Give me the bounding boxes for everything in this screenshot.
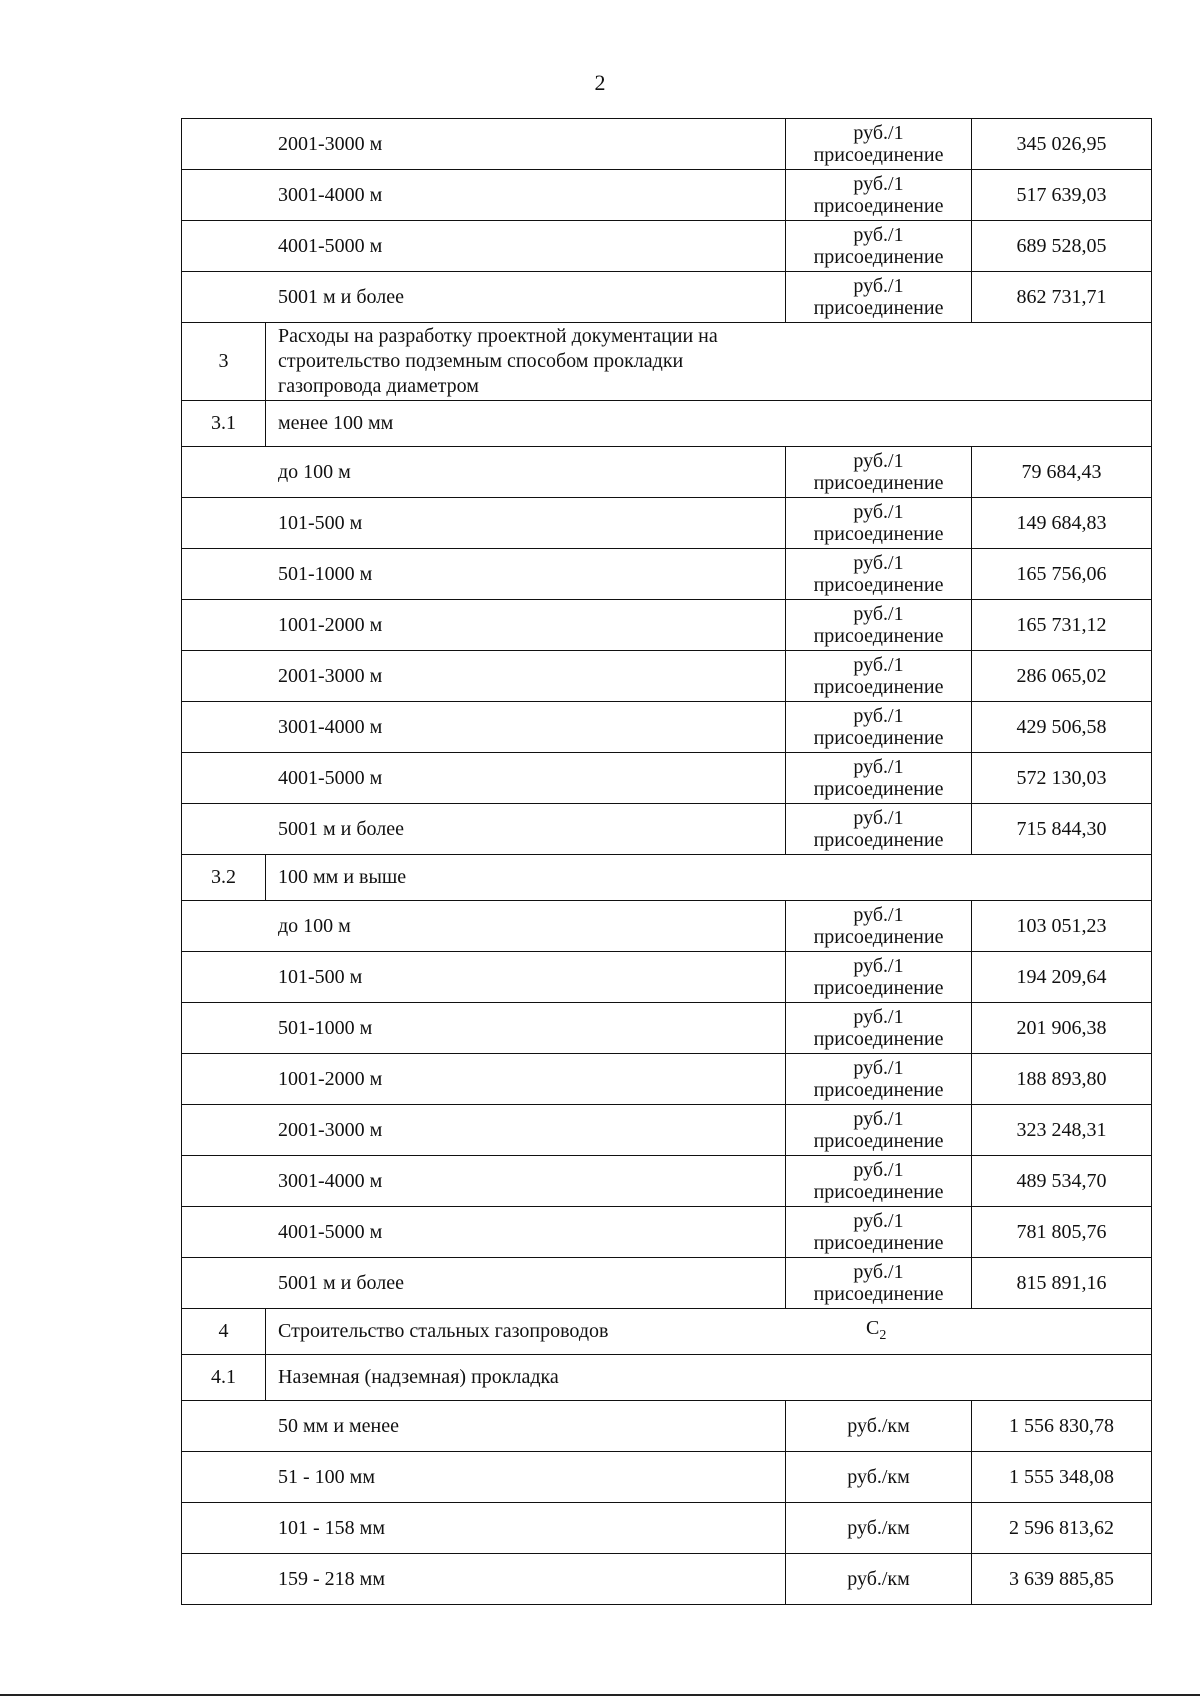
row-name-cell: до 100 м bbox=[182, 447, 786, 498]
row-name-cell: 4001-5000 м bbox=[182, 221, 786, 272]
row-value-cell: 489 534,70 bbox=[972, 1156, 1152, 1207]
unit-line: присоединение bbox=[813, 926, 944, 948]
row-unit-cell bbox=[786, 651, 972, 702]
section-row bbox=[182, 323, 1152, 401]
row-unit-cell bbox=[786, 1156, 972, 1207]
section-code-letter: C bbox=[866, 1316, 880, 1339]
row-value-cell: 201 906,38 bbox=[972, 1003, 1152, 1054]
row-name-cell: 5001 м и более bbox=[182, 272, 786, 323]
unit-line: присоединение bbox=[813, 523, 944, 545]
row-value-cell: 517 639,03 bbox=[972, 170, 1152, 221]
table-row bbox=[182, 549, 1152, 600]
section-title: 100 мм и выше bbox=[278, 866, 407, 888]
unit-line: присоединение bbox=[813, 625, 944, 647]
row-value-cell: 572 130,03 bbox=[972, 753, 1152, 804]
row-value-cell: 1 556 830,78 bbox=[972, 1401, 1152, 1452]
unit-line: присоединение bbox=[813, 1232, 944, 1254]
section-code bbox=[866, 1316, 886, 1348]
row-name-cell: 101-500 м bbox=[182, 498, 786, 549]
unit-line: руб./1 bbox=[853, 1108, 904, 1130]
row-value-cell: 165 756,06 bbox=[972, 549, 1152, 600]
section-number-cell: 3.1 bbox=[182, 401, 266, 447]
row-value-cell: 429 506,58 bbox=[972, 702, 1152, 753]
unit-line: руб./км bbox=[847, 1466, 910, 1488]
table-row bbox=[182, 119, 1152, 170]
unit-line: руб./1 bbox=[853, 552, 904, 574]
unit-line: руб./1 bbox=[853, 904, 904, 926]
row-name-cell: 2001-3000 м bbox=[182, 651, 786, 702]
table-row bbox=[182, 272, 1152, 323]
row-unit-cell bbox=[786, 1054, 972, 1105]
section-title-cell bbox=[266, 1309, 1152, 1355]
unit-line: руб./1 bbox=[853, 501, 904, 523]
row-name-cell: 4001-5000 м bbox=[182, 1207, 786, 1258]
row-unit-cell bbox=[786, 1452, 972, 1503]
unit-line: присоединение bbox=[813, 472, 944, 494]
section-title-cell bbox=[266, 323, 1152, 401]
section-row bbox=[182, 1309, 1152, 1355]
row-name-cell: 101-500 м bbox=[182, 952, 786, 1003]
unit-line: присоединение bbox=[813, 727, 944, 749]
row-name-cell: 101 - 158 мм bbox=[182, 1503, 786, 1554]
unit-line: руб./1 bbox=[853, 1210, 904, 1232]
unit-line: руб./1 bbox=[853, 224, 904, 246]
unit-line: присоединение bbox=[813, 195, 944, 217]
row-value-cell: 165 731,12 bbox=[972, 600, 1152, 651]
row-value-cell: 323 248,31 bbox=[972, 1105, 1152, 1156]
row-name-cell: 3001-4000 м bbox=[182, 1156, 786, 1207]
unit-line: присоединение bbox=[813, 829, 944, 851]
section-title: Наземная (надземная) прокладка bbox=[278, 1366, 559, 1388]
unit-line: руб./1 bbox=[853, 1006, 904, 1028]
row-value-cell: 79 684,43 bbox=[972, 447, 1152, 498]
table-row bbox=[182, 1207, 1152, 1258]
section-title-cell bbox=[266, 1355, 1152, 1401]
row-unit-cell bbox=[786, 1554, 972, 1605]
section-title-cell bbox=[266, 855, 1152, 901]
unit-line: руб./1 bbox=[853, 450, 904, 472]
bottom-rule bbox=[0, 1694, 1200, 1696]
row-value-cell: 103 051,23 bbox=[972, 901, 1152, 952]
row-value-cell: 149 684,83 bbox=[972, 498, 1152, 549]
row-value-cell: 194 209,64 bbox=[972, 952, 1152, 1003]
row-name-cell: 2001-3000 м bbox=[182, 1105, 786, 1156]
section-title: Расходы на разработку проектной документации на строительство подземным способом прокладки газопровода диаметром bbox=[278, 325, 718, 397]
row-unit-cell bbox=[786, 1207, 972, 1258]
table-row bbox=[182, 1156, 1152, 1207]
row-value-cell: 345 026,95 bbox=[972, 119, 1152, 170]
unit-line: присоединение bbox=[813, 574, 944, 596]
section-title-wrap bbox=[278, 411, 1151, 436]
row-value-cell: 781 805,76 bbox=[972, 1207, 1152, 1258]
row-unit-cell bbox=[786, 272, 972, 323]
row-name-cell: 2001-3000 м bbox=[182, 119, 786, 170]
table-row bbox=[182, 702, 1152, 753]
section-number-cell: 3 bbox=[182, 323, 266, 401]
row-unit-cell bbox=[786, 549, 972, 600]
tariff-table-body bbox=[182, 119, 1152, 1605]
section-number-cell: 4 bbox=[182, 1309, 266, 1355]
row-name-cell: 1001-2000 м bbox=[182, 600, 786, 651]
unit-line: руб./1 bbox=[853, 654, 904, 676]
table-row bbox=[182, 1503, 1152, 1554]
table-row bbox=[182, 447, 1152, 498]
row-value-cell: 715 844,30 bbox=[972, 804, 1152, 855]
row-name-cell: 50 мм и менее bbox=[182, 1401, 786, 1452]
row-unit-cell bbox=[786, 901, 972, 952]
unit-line: присоединение bbox=[813, 1028, 944, 1050]
row-name-cell: 5001 м и более bbox=[182, 804, 786, 855]
section-title: менее 100 мм bbox=[278, 412, 394, 434]
section-title-wrap bbox=[278, 324, 748, 399]
row-name-cell: 159 - 218 мм bbox=[182, 1554, 786, 1605]
unit-line: руб./км bbox=[847, 1568, 910, 1590]
row-unit-cell bbox=[786, 1401, 972, 1452]
unit-line: руб./км bbox=[847, 1517, 910, 1539]
row-unit-cell bbox=[786, 702, 972, 753]
section-row bbox=[182, 855, 1152, 901]
table-row bbox=[182, 1554, 1152, 1605]
unit-line: присоединение bbox=[813, 1130, 944, 1152]
row-unit-cell bbox=[786, 1003, 972, 1054]
row-unit-cell bbox=[786, 753, 972, 804]
table-row bbox=[182, 221, 1152, 272]
unit-line: присоединение bbox=[813, 977, 944, 999]
unit-line: руб./1 bbox=[853, 705, 904, 727]
row-name-cell: 3001-4000 м bbox=[182, 170, 786, 221]
section-title-wrap bbox=[278, 865, 1151, 890]
row-name-cell: до 100 м bbox=[182, 901, 786, 952]
row-name-cell: 501-1000 м bbox=[182, 549, 786, 600]
section-title-wrap bbox=[278, 1365, 1151, 1390]
row-name-cell: 4001-5000 м bbox=[182, 753, 786, 804]
section-row bbox=[182, 401, 1152, 447]
unit-line: руб./1 bbox=[853, 807, 904, 829]
unit-line: руб./1 bbox=[853, 1261, 904, 1283]
section-title-wrap bbox=[278, 1316, 1151, 1344]
unit-line: присоединение bbox=[813, 1283, 944, 1305]
table-row bbox=[182, 952, 1152, 1003]
row-unit-cell bbox=[786, 447, 972, 498]
table-row bbox=[182, 1452, 1152, 1503]
unit-line: руб./км bbox=[847, 1415, 910, 1437]
row-value-cell: 815 891,16 bbox=[972, 1258, 1152, 1309]
unit-line: присоединение bbox=[813, 676, 944, 698]
row-unit-cell bbox=[786, 119, 972, 170]
section-title-cell bbox=[266, 401, 1152, 447]
row-name-cell: 1001-2000 м bbox=[182, 1054, 786, 1105]
unit-line: присоединение bbox=[813, 246, 944, 268]
table-row bbox=[182, 1105, 1152, 1156]
row-name-cell: 3001-4000 м bbox=[182, 702, 786, 753]
table-row bbox=[182, 1003, 1152, 1054]
unit-line: руб./1 bbox=[853, 756, 904, 778]
section-row bbox=[182, 1355, 1152, 1401]
unit-line: присоединение bbox=[813, 1079, 944, 1101]
row-unit-cell bbox=[786, 221, 972, 272]
row-unit-cell bbox=[786, 804, 972, 855]
row-value-cell: 1 555 348,08 bbox=[972, 1452, 1152, 1503]
row-name-cell: 501-1000 м bbox=[182, 1003, 786, 1054]
row-value-cell: 188 893,80 bbox=[972, 1054, 1152, 1105]
table-row bbox=[182, 600, 1152, 651]
table-row bbox=[182, 651, 1152, 702]
unit-line: руб./1 bbox=[853, 122, 904, 144]
row-unit-cell bbox=[786, 170, 972, 221]
table-row bbox=[182, 1054, 1152, 1105]
unit-line: присоединение bbox=[813, 144, 944, 166]
tariff-table bbox=[181, 118, 1152, 1605]
table-row bbox=[182, 753, 1152, 804]
row-unit-cell bbox=[786, 1258, 972, 1309]
table-row bbox=[182, 901, 1152, 952]
unit-line: руб./1 bbox=[853, 1159, 904, 1181]
unit-line: руб./1 bbox=[853, 1057, 904, 1079]
unit-line: руб./1 bbox=[853, 173, 904, 195]
section-code-subscript: 2 bbox=[879, 1327, 887, 1343]
unit-line: руб./1 bbox=[853, 603, 904, 625]
table-row bbox=[182, 170, 1152, 221]
section-number-cell: 4.1 bbox=[182, 1355, 266, 1401]
row-unit-cell bbox=[786, 952, 972, 1003]
row-value-cell: 286 065,02 bbox=[972, 651, 1152, 702]
section-title: Строительство стальных газопроводов bbox=[278, 1320, 609, 1342]
row-value-cell: 862 731,71 bbox=[972, 272, 1152, 323]
row-value-cell: 689 528,05 bbox=[972, 221, 1152, 272]
unit-line: руб./1 bbox=[853, 275, 904, 297]
row-name-cell: 5001 м и более bbox=[182, 1258, 786, 1309]
row-value-cell: 3 639 885,85 bbox=[972, 1554, 1152, 1605]
page-number: 2 bbox=[594, 70, 606, 95]
row-unit-cell bbox=[786, 1503, 972, 1554]
table-row bbox=[182, 804, 1152, 855]
table-row bbox=[182, 1258, 1152, 1309]
table-row bbox=[182, 1401, 1152, 1452]
section-number-cell: 3.2 bbox=[182, 855, 266, 901]
table-row bbox=[182, 498, 1152, 549]
row-name-cell: 51 - 100 мм bbox=[182, 1452, 786, 1503]
unit-line: присоединение bbox=[813, 778, 944, 800]
unit-line: присоединение bbox=[813, 297, 944, 319]
row-unit-cell bbox=[786, 600, 972, 651]
unit-line: присоединение bbox=[813, 1181, 944, 1203]
row-value-cell: 2 596 813,62 bbox=[972, 1503, 1152, 1554]
unit-line: руб./1 bbox=[853, 955, 904, 977]
row-unit-cell bbox=[786, 1105, 972, 1156]
row-unit-cell bbox=[786, 498, 972, 549]
